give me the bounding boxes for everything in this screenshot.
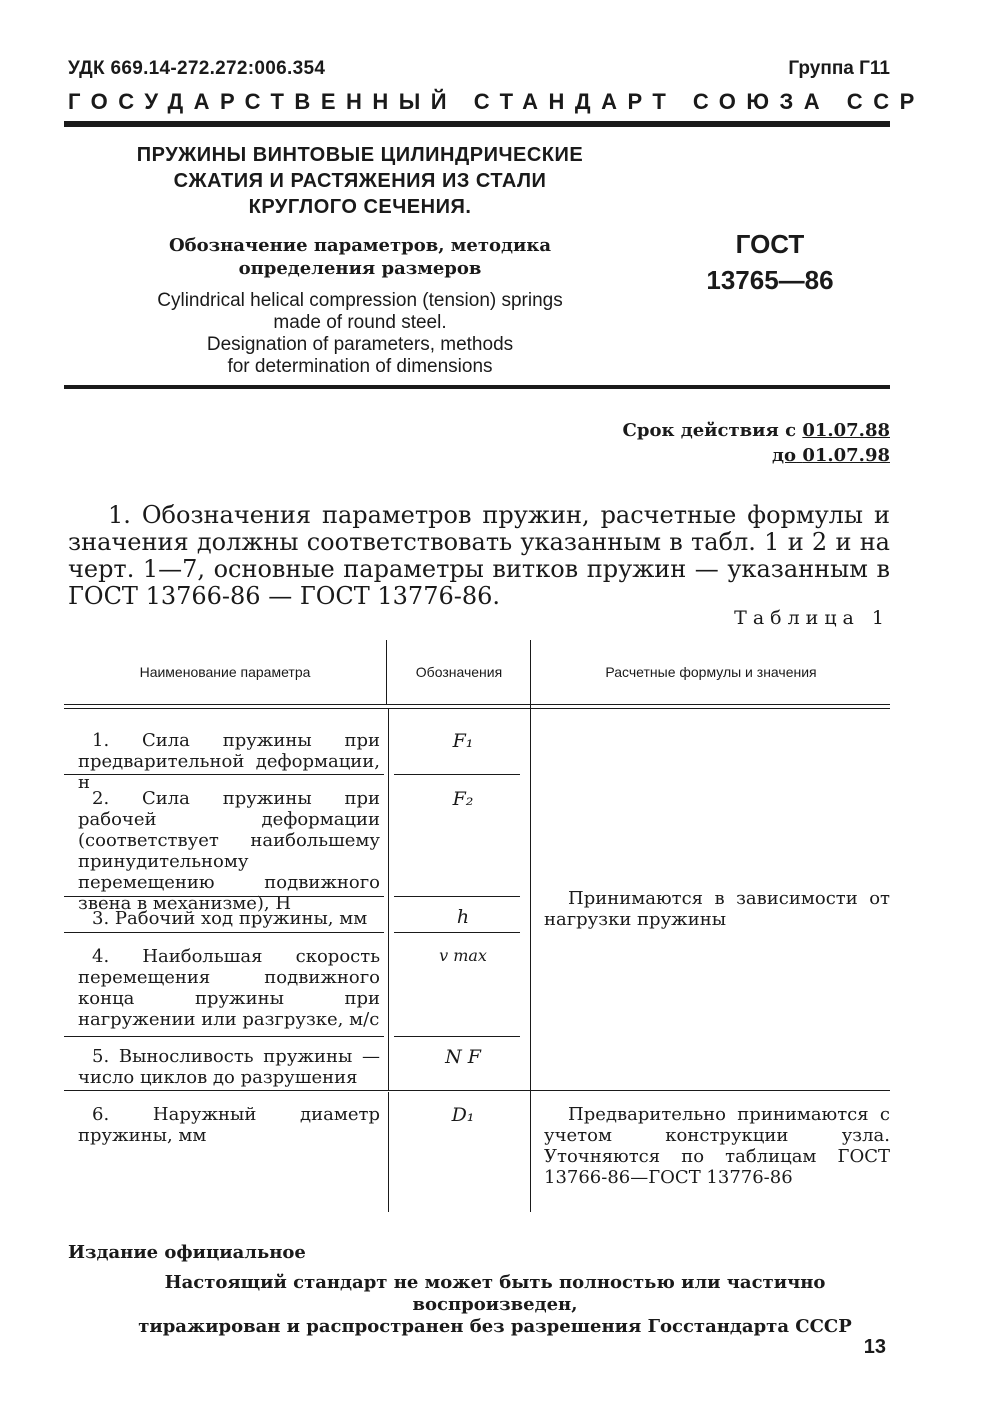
notice-line: тиражирован и распространен без разрешения Госстандарта СССР (138, 1316, 852, 1337)
table-row-rule (64, 1036, 384, 1037)
english-title (100, 290, 620, 378)
table-vline (388, 708, 389, 1090)
validity-to-prefix: до (772, 445, 797, 466)
state-standard-heading: ГОСУДАРСТВЕННЫЙ СТАНДАРТ СОЮЗА ССР (68, 89, 925, 114)
group-code: Группа Г11 (788, 58, 890, 79)
table-row-5-symbol: N F (445, 1046, 481, 1068)
copyright-notice (100, 1272, 890, 1338)
validity-from: 01.07.88 (802, 420, 890, 441)
english-title-line: made of round steel. (273, 312, 447, 333)
table-vline (388, 1092, 389, 1212)
header-rule (64, 121, 890, 127)
document-title (90, 142, 630, 220)
english-title-line: Designation of parameters, methods (206, 334, 514, 355)
title-line: КРУГЛОГО СЕЧЕНИЯ. (248, 196, 472, 218)
parameters-table (64, 640, 890, 1212)
table-header-formula: Расчетные формулы и значения (605, 664, 817, 680)
table-row-rule (394, 932, 520, 933)
table-row-rule (64, 932, 384, 933)
table-row-1-symbol: F₁ (452, 730, 474, 752)
validity-period (623, 418, 890, 468)
validity-to: 01.07.98 (802, 445, 890, 466)
table-row-2-name: 2. Сила пружины при рабочей деформации (соответствует наибольшему принудительному перемещению подвижного звена в механизме), Н (78, 788, 380, 914)
table-formula-group: Принимаются в зависимости от нагрузки пружины (544, 888, 890, 930)
title-rule (64, 385, 890, 389)
edition-note: Издание официальное (68, 1242, 306, 1263)
table-header-symbol: Обозначения (415, 664, 503, 680)
table-row-3-symbol: h (456, 906, 470, 928)
subtitle-line: Обозначение параметров, методика (168, 235, 552, 256)
gost-label: ГОСТ (735, 229, 805, 259)
document-subtitle (160, 234, 560, 280)
table-row-2-symbol: F₂ (452, 788, 474, 810)
table-row-rule (394, 896, 520, 897)
title-line: СЖАТИЯ И РАСТЯЖЕНИЯ ИЗ СТАЛИ (173, 170, 547, 192)
table-header-name: Наименование параметра (139, 664, 311, 680)
table-caption: Таблица 1 (734, 607, 890, 629)
subtitle-line: определения размеров (238, 258, 482, 279)
table-formula-row-6: Предварительно принимаются с учетом конструкции узла. Уточняются по таблицам ГОСТ 13766-86—ГОСТ 13776-86 (544, 1104, 890, 1188)
gost-designation (690, 226, 850, 298)
validity-prefix: Срок действия с (622, 420, 797, 441)
table-vline (386, 640, 387, 705)
table-row-4-symbol: v max (439, 946, 487, 965)
table-header-rule (64, 704, 890, 705)
table-row-rule (394, 774, 520, 775)
table-header-rule (64, 708, 890, 709)
table-row-1-name: 1. Сила пружины при предварительной деформации, н (78, 730, 380, 793)
title-line: ПРУЖИНЫ ВИНТОВЫЕ ЦИЛИНДРИЧЕСКИЕ (136, 144, 584, 166)
page-number: 13 (863, 1336, 886, 1358)
notice-line: Настоящий стандарт не может быть полностью или частично воспроизведен, (164, 1272, 826, 1315)
table-row-3-name: 3. Рабочий ход пружины, мм (92, 908, 368, 929)
table-row-rule (64, 1090, 890, 1091)
table-row-6-name: 6. Наружный диаметр пружины, мм (78, 1104, 380, 1146)
table-row-6-symbol: D₁ (451, 1104, 475, 1126)
udk-code: УДК 669.14-272.272:006.354 (68, 58, 326, 79)
english-title-line: for determination of dimensions (227, 356, 493, 377)
english-title-line: Cylindrical helical compression (tension) springs (157, 290, 563, 311)
table-row-4-name: 4. Наибольшая скорость перемещения подвижного конца пружины при нагружении или разгрузке, м/с (78, 946, 380, 1030)
gost-number: 13765—86 (706, 265, 834, 295)
table-row-5-name: 5. Выносливость пружины — число циклов до разрушения (78, 1046, 380, 1088)
clause-1-paragraph: 1. Обозначения параметров пружин, расчетные формулы и значения должны соответствовать указанным в табл. 1 и 2 и на черт. 1—7, основные параметры витков пружин — указанным в ГОСТ 13766-86 — ГОСТ 13776-86. (68, 501, 890, 610)
table-row-rule (394, 1036, 520, 1037)
